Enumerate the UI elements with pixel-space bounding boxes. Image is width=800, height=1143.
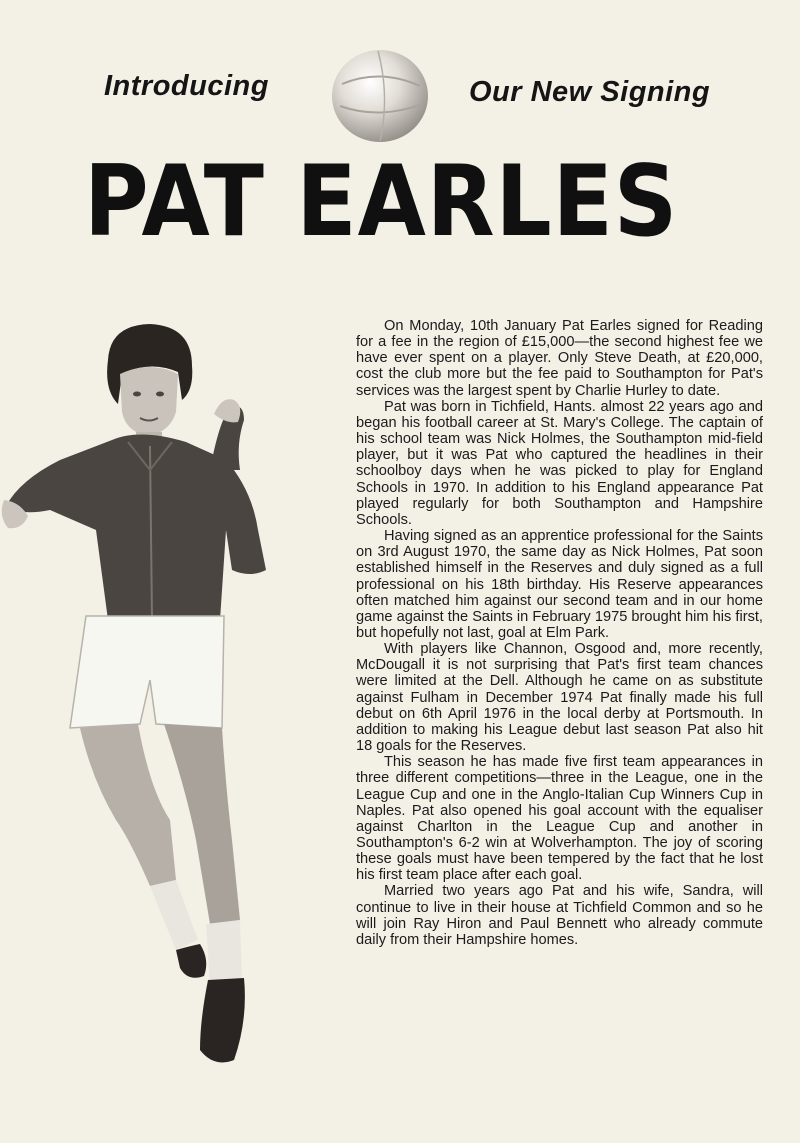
article-paragraph: Having signed as an apprentice professional for the Saints on 3rd August 1970, the same day as Nick Holmes, Pat soon established himself in the Reserves and duly signed as a full professional on his 18th birthday. His Reserve appearances often matched him against our second team and in our home game against the Saints in February 1975 brought him his first, but hopefully not last, goal at Elm Park. — [356, 528, 763, 641]
kicker-introducing: Introducing — [104, 70, 269, 102]
article-paragraph: This season he has made five first team appearances in three different competitions—three in the League, one in the League Cup and one in the Anglo-Italian Cup Winners Cup in Naples. Pat also opened his goal account with the equaliser against Charlton in the League Cup and another in Southampton's 6-2 win at Wolverhampton. The joy of scoring these goals must have been tempered by the fact that he lost his first team place after each goal. — [356, 754, 763, 884]
article-paragraph: Married two years ago Pat and his wife, Sandra, will continue to live in their house at Tichfield Common and so he will join Ray Hiron and Paul Bennett who already commute daily from their Hampshire homes. — [356, 883, 763, 948]
article-paragraph: With players like Channon, Osgood and, more recently, McDougall it is not surprising that Pat's first team chances were limited at the Dell. Although he came on as substitute against Fulham in December 1974 Pat finally made his full debut on 6th April 1976 in the local derby at Portsmouth. In addition to making his League debut last season Pat also hit 18 goals for the Reserves. — [356, 641, 763, 755]
football-icon — [330, 48, 430, 144]
article-paragraph: On Monday, 10th January Pat Earles signed for Reading for a fee in the region of £15,000—the second highest fee we have ever spent on a player. Only Steve Death, at £20,000, cost the club more but the fee paid to Southampton for Pat's services was the largest spent by Charlie Hurley to date. — [356, 318, 763, 399]
kicker-new-signing: Our New Signing — [469, 76, 711, 108]
page-title: PAT EARLES — [84, 145, 679, 259]
player-photo — [0, 320, 290, 1080]
article-body — [356, 318, 763, 948]
article-paragraph: Pat was born in Tichfield, Hants. almost 22 years ago and began his football career at St. Mary's College. The captain of his school team was Nick Holmes, the Southampton mid-field player, but it was Pat who captured the headlines in their schoolboy days when he was picked to play for England Schools in 1970. In addition to his England appearance Pat played regularly for both Southampton and Hampshire Schools. — [356, 398, 763, 528]
